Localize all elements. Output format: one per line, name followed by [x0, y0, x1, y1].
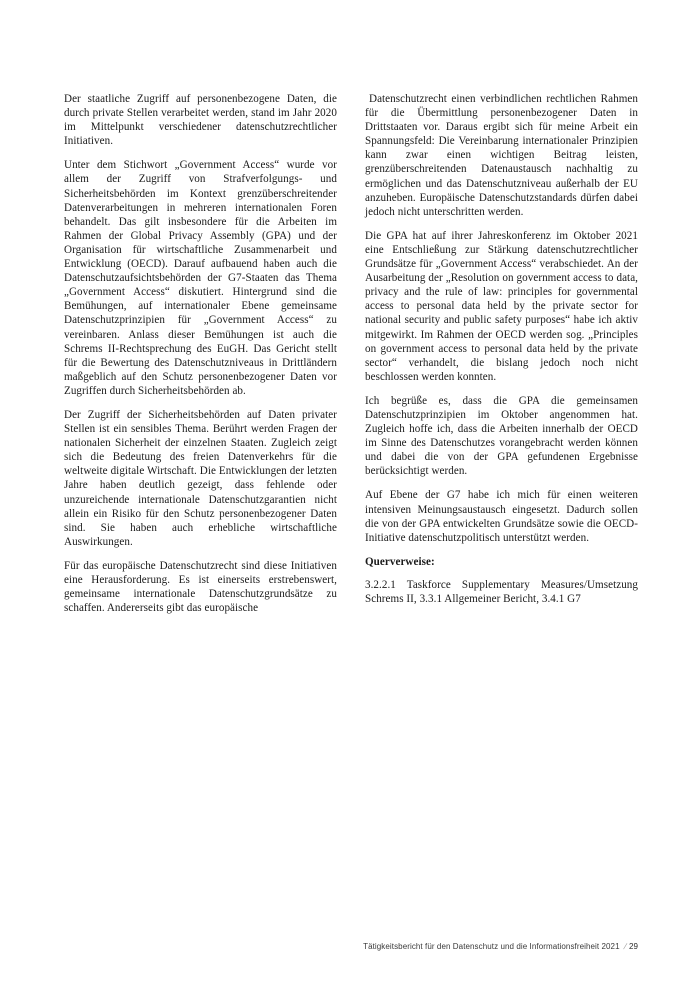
paragraph: Der staatliche Zugriff auf personenbezogene Daten, die durch private Stellen verarbeitet werden, stand im Jahr 2020 im Mittelpunkt verschiedener datenschutzrechtlicher Initiativen.: [64, 93, 337, 148]
page-number: 29: [628, 942, 638, 951]
paragraph: Die GPA hat auf ihrer Jahreskonferenz im Oktober 2021 eine Entschließung zur Stärkung datenschutzrechtlicher Grundsätze für „Government Access“ verabschiedet. An der Ausarbeitung der „Resolution on government access to data, privacy and the rule of law: principles for governmental access to personal data held by the private sector for national security and public safety purposes“ habe ich aktiv mitgewirkt. Im Rahmen der OECD werden sog. „Principles on government access to personal data held by the private sector“ verhandelt, die bislang jedoch noch nicht beschlossen werden konnten.: [365, 229, 638, 383]
paragraph: Der Zugriff der Sicherheitsbehörden auf Daten privater Stellen ist ein sensibles Thema. Berührt werden Fragen der nationalen Sicherheit der einzelnen Staaten. Zugleich zeigt sich die Bedeutung des freien Datenverkehrs für die weltweite digitale Wirtschaft. Die Entwicklungen der letzten Jahre haben deutlich gezeigt, dass fehlende oder unzureichende internationale Datenschutzgarantien nicht allein ein Risiko für den Schutz personenbezogener Daten sind. Sie haben auch erhebliche wirtschaftliche Auswirkungen.: [64, 408, 337, 548]
paragraph: Für das europäische Datenschutzrecht sind diese Initiativen eine Herausforderung. Es ist einerseits erstrebenswert, gemeinsame internationale Datenschutzgrundsätze zu schaffen. Andererseits gibt das europäische: [64, 559, 337, 615]
paragraph: Unter dem Stichwort „Government Access“ wurde vor allem der Zugriff von Strafverfolgungs- und Sicherheitsbehörden im Kontext grenzüberschreitender Datenverarbeitungen in mehreren internationalen Foren behandelt. Das gilt insbesondere für die Arbeiten im Rahmen der Global Privacy Assembly (GPA) und der Organisation für wirtschaftliche Zusammenarbeit und Entwicklung (OECD). Darauf aufbauend haben auch die Datenschutzaufsichtsbehörden der G7-Staaten das Thema „Government Access“ diskutiert. Hintergrund sind die Bemühungen, auf internationaler Ebene gemeinsame Datenschutzprinzipien für „Government Access“ zu vereinbaren. Anlass dieser Bemühungen ist auch die Schrems II-Rechtsprechung des EuGH. Das Gericht stellt für die Bewertung des Datenschutzniveaus in Drittländern maßgeblich auf den Schutz personenbezogener Daten vor Zugriffen durch Sicherheitsbehörden ab.: [64, 159, 337, 397]
paragraph: Ich begrüße es, dass die GPA die gemeinsamen Datenschutzprinzipien im Oktober angenommen hat. Zugleich hoffe ich, dass die Arbeiten innerhalb der OECD im Sinne des Datenschutzes vorangebracht werden können und dabei die von der GPA gefundenen Ergebnisse berücksichtigt werden.: [365, 394, 638, 478]
paragraph: Datenschutzrecht einen verbindlichen rechtlichen Rahmen für die Übermittlung personenbezogener Daten in Drittstaaten vor. Daraus ergibt sich für meine Arbeit ein Spannungsfeld: Die Vereinbarung internationaler Prinzipien kann zwar einen wichtigen Beitrag leisten, grenzüberschreitenden Datenaustausch nachhaltig zu ermöglichen und das Datenschutzniveau außerhalb der EU anzuheben. Europäische Datenschutzstandards dürfen dabei jedoch nicht unterschritten werden.: [365, 93, 638, 218]
footer-separator-icon: /: [622, 942, 628, 951]
cross-references-text: 3.2.2.1 Taskforce Supplementary Measures/Umsetzung Schrems II, 3.3.1 Allgemeiner Bericht, 3.4.1 G7: [365, 578, 638, 605]
right-column: [365, 92, 638, 606]
two-column-body: [64, 92, 638, 615]
page-footer: [64, 942, 638, 951]
left-column: [64, 92, 337, 615]
footer-title: Tätigkeitsbericht für den Datenschutz und die Informationsfreiheit 2021: [363, 942, 620, 951]
paragraph: Auf Ebene der G7 habe ich mich für einen weiteren intensiven Meinungsaustausch eingesetzt. Dadurch sollen die von der GPA entwickelten Grundsätze sowie die OECD-Initiative datenschutzpolitisch unterstützt werden.: [365, 489, 638, 544]
cross-references-heading: Querverweise:: [365, 555, 435, 568]
